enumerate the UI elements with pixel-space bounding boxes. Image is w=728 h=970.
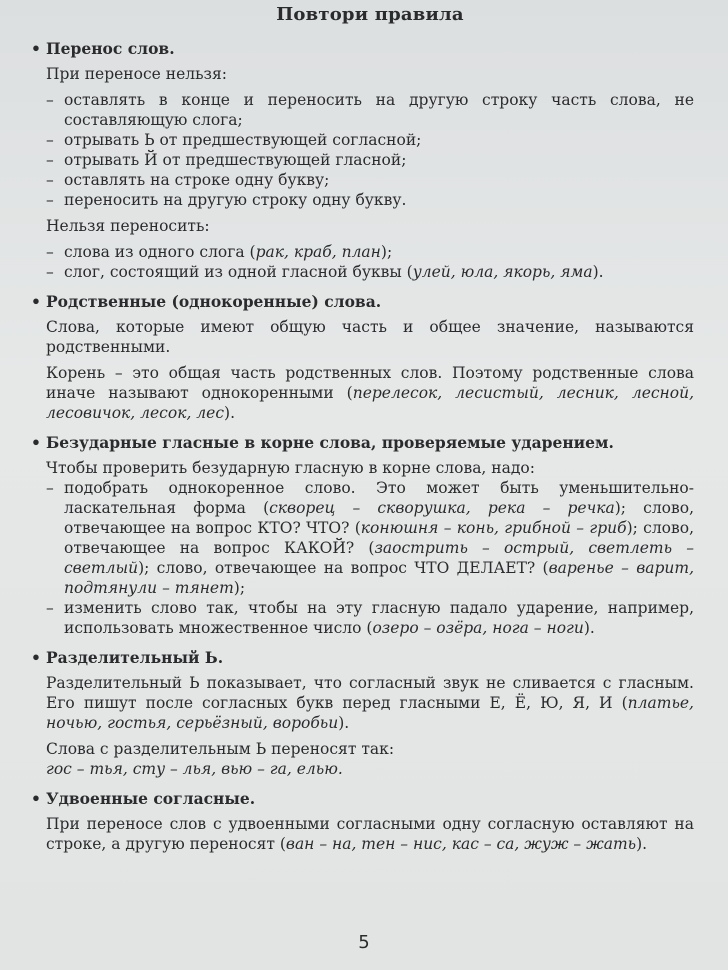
list-item: – оставлять на строке одну букву;	[46, 171, 330, 189]
list-item: – переносить на другую строку одну букву.	[46, 191, 407, 209]
page-number: 5	[358, 932, 370, 953]
list-item: – изменить слово так, чтобы на эту гласную падало ударение, например, использовать множественное число (озеро – озёра, нога – ноги).	[46, 599, 694, 637]
paragraph: При переносе слов с удвоенными согласными одну согласную оставляют на строке, а другую переносят (ван – на, тен – нис, кас – са, жуж – жать).	[46, 815, 694, 853]
list-item: – отрывать Й от предшествующей гласной;	[46, 151, 407, 169]
list-item: – слог, состоящий из одной гласной буквы (улей, юла, якорь, яма).	[46, 263, 604, 281]
paragraph: Слова, которые имеют общую часть и общее значение, называются родственными.	[46, 318, 694, 356]
section-heading: • Перенос слов.	[31, 39, 175, 58]
paragraph: Корень – это общая часть родственных слов. Поэтому родственные слова иначе называют однокоренными (перелесок, лесистый, лесник, лесной, лесовичок, лесок, лес).	[46, 364, 694, 422]
section-heading: • Родственные (однокоренные) слова.	[31, 292, 382, 311]
page-title: Повтори правила	[276, 4, 464, 25]
intro-text: Чтобы проверить безударную гласную в корне слова, надо:	[46, 459, 535, 477]
section-word-hyphenation	[31, 39, 694, 282]
section-double-consonants	[31, 789, 694, 854]
bullet-icon: •	[31, 789, 41, 808]
bullet-icon: •	[31, 648, 41, 667]
list-item: – оставлять в конце и переносить на другую строку часть слова, не составляющую слога;	[46, 91, 694, 129]
section-related-words	[31, 292, 694, 423]
list-item: – подобрать однокоренное слово. Это может быть уменьшительно-ласкательная форма (скворец – скворушка, река – речка); слово, отвечающее на вопрос КТО? ЧТО? (конюшня – конь, грибной – гриб); слово, отвечающее на вопрос КАКОЙ? (заострить – острый, светлеть – светлый); слово, отвечающее на вопрос ЧТО ДЕЛАЕТ? (варенье – варит, подтянули – тянет);	[46, 479, 695, 597]
list-item: – отрывать Ь от предшествующей согласной;	[46, 131, 422, 149]
section-heading: • Удвоенные согласные.	[31, 789, 256, 808]
section-dividing-soft-sign	[31, 648, 694, 779]
section-heading: • Безударные гласные в корне слова, проверяемые ударением.	[31, 433, 614, 452]
intro-text: При переносе нельзя:	[46, 65, 227, 83]
bullet-icon: •	[31, 39, 41, 58]
paragraph: Разделительный Ь показывает, что согласный звук не сливается с гласным. Его пишут после согласных букв перед гласными Е, Ё, Ю, Я, И (платье, ночью, гостья, серьёзный, воробьи).	[46, 674, 694, 732]
intro-text: Нельзя переносить:	[46, 217, 210, 235]
section-heading: • Разделительный Ь.	[31, 648, 224, 667]
example-line: гос – тья, сту – лья, вью – га, елью.	[46, 760, 343, 778]
section-unstressed-vowels	[31, 433, 695, 638]
bullet-icon: •	[31, 433, 41, 452]
paragraph: Слова с разделительным Ь переносят так:	[46, 740, 395, 758]
bullet-icon: •	[31, 292, 41, 311]
list-item: – слова из одного слога (рак, краб, план);	[46, 243, 393, 261]
